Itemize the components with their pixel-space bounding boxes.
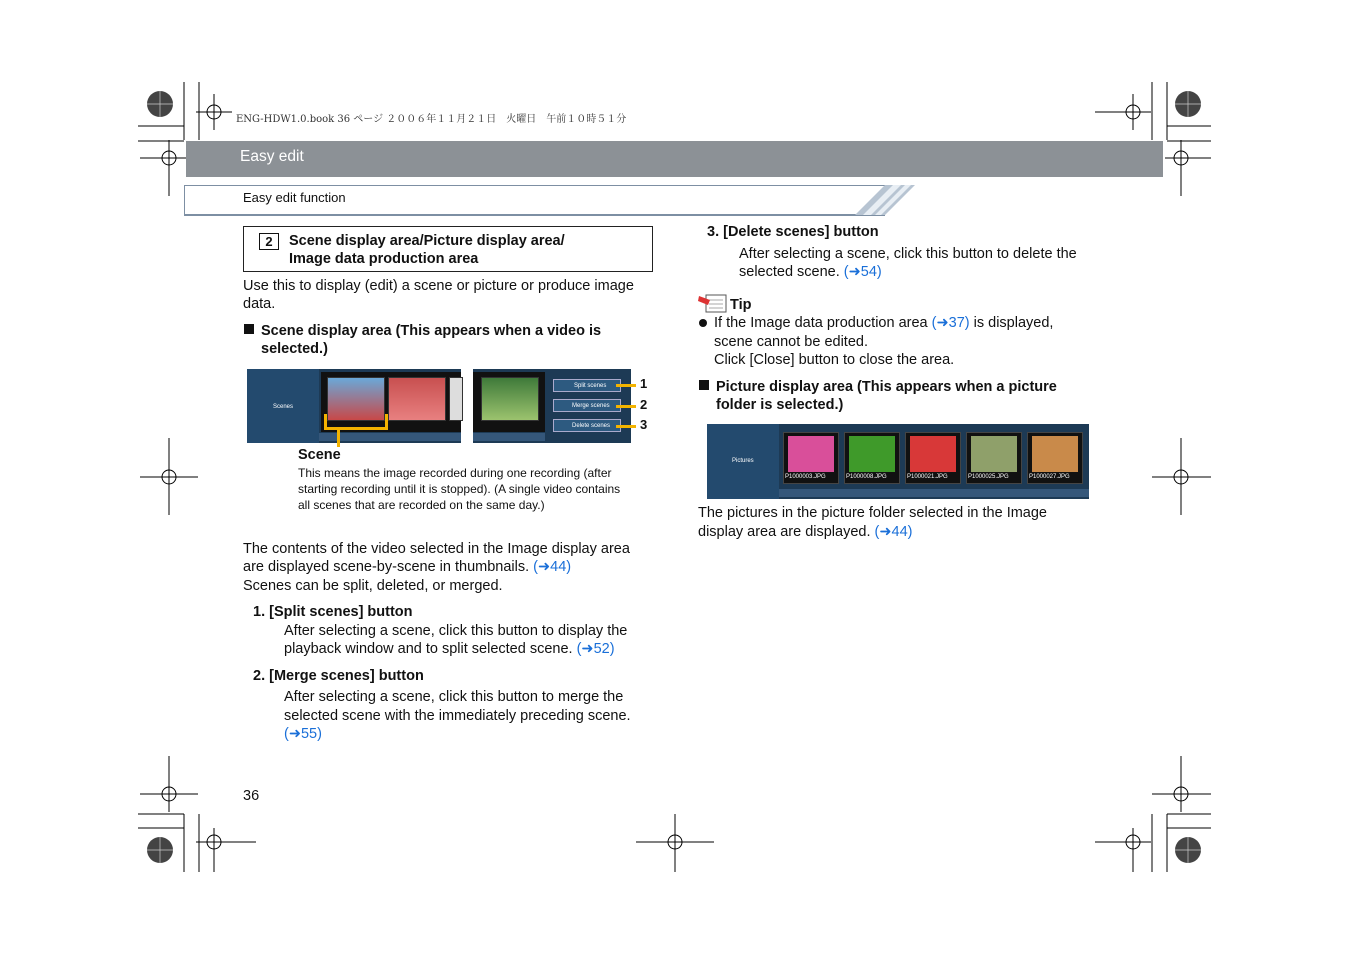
item3-text-line1: After selecting a scene, click this button to delete the [739,246,1077,262]
callout-line-2 [616,405,636,408]
scene-desc-line1: This means the image recorded during one recording (after [298,466,612,480]
picture-image [971,436,1017,472]
page-link-55[interactable]: (➜55) [284,726,322,742]
picture-display-panel [707,424,1089,499]
page-link-44[interactable]: (➜44) [533,559,572,575]
scene-thumbnail[interactable] [327,377,385,421]
picture-thumbnail[interactable] [1027,432,1083,484]
tip-line1: If the Image data production area (➜37) is displayed, [714,315,1054,331]
picture-thumbnail[interactable] [966,432,1022,484]
callout-line-1 [616,384,636,387]
merge-scenes-button[interactable]: Merge scenes [553,399,621,412]
tip-label: Tip [730,297,752,313]
item1-title: 1. [Split scenes] button [253,604,413,620]
pic-text-line1: The pictures in the picture folder selected in the Image [698,505,1047,521]
scrollbar[interactable] [473,433,545,441]
subsection-title: Easy edit function [243,190,346,205]
contents-line1: The contents of the video selected in the Image display area [243,541,630,557]
scrollbar[interactable] [319,433,461,441]
tip-icon [698,292,728,314]
scene-label: Scene [298,447,341,463]
picture-image [910,436,956,472]
tip-line3: Click [Close] button to close the area. [714,352,955,368]
scene-thumbnail[interactable] [388,377,446,421]
picture-image [788,436,834,472]
item1-text-line2: playback window and to split selected scene. (➜52) [284,641,615,657]
pic-text-line2: display area are displayed. (➜44) [698,524,913,540]
pic-heading-line1: Picture display area (This appears when a picture [716,379,1057,395]
callout-number-2: 2 [640,397,648,412]
picture-image [849,436,895,472]
callout-number-1: 1 [640,376,648,391]
scenes-label: Scenes [273,404,294,410]
picture-filename: P1000003.JPG [785,474,826,480]
delete-scenes-button[interactable]: Delete scenes [553,419,621,432]
section-header-bar [186,141,1163,177]
page-link-52[interactable]: (➜52) [576,641,615,657]
page-link-54[interactable]: (➜54) [843,264,882,280]
scene-heading-line1: Scene display area (This appears when a video is [261,323,602,339]
picture-image [1032,436,1078,472]
section-number: 2 [259,233,279,250]
scene-heading-line2: selected.) [261,341,328,357]
item2-text-line1: After selecting a scene, click this button to merge the [284,689,624,705]
intro-line1: Use this to display (edit) a scene or picture or produce image [243,278,634,294]
picture-thumbnail[interactable] [905,432,961,484]
picture-filename: P1000021.JPG [907,474,948,480]
item2-title: 2. [Merge scenes] button [253,668,424,684]
item3-title: 3. [Delete scenes] button [707,224,879,240]
scrollbar[interactable] [779,489,1089,497]
picture-filename: P1000025.JPG [968,474,1009,480]
contents-line3: Scenes can be split, deleted, or merged. [243,578,503,594]
print-info: ENG-HDW1.0.book 36 ページ ２００６年１１月２１日 火曜日 午前１０時５１分 [236,114,627,125]
box-title-line1: Scene display area/Picture display area/ [289,233,565,249]
scene-display-panel-right [473,369,631,443]
scene-thumbnail[interactable] [449,377,463,421]
scene-pointer [337,429,340,447]
box-title-line2: Image data production area [289,251,479,267]
item1-text-line1: After selecting a scene, click this button to display the [284,623,628,639]
contents-line2: are displayed scene-by-scene in thumbnails. (➜44) [243,559,572,575]
scene-desc-line2: starting recording until it is stopped). (A single video contains [298,482,621,496]
page-link-44b[interactable]: (➜44) [874,524,913,540]
round-bullet [699,319,707,327]
page-link-37[interactable]: (➜37) [931,315,970,331]
callout-number-3: 3 [640,417,648,432]
square-bullet [699,380,709,390]
picture-filename: P1000008.JPG [846,474,887,480]
scene-thumbnail[interactable] [481,377,539,421]
item3-text-line2: selected scene. (➜54) [739,264,882,280]
picture-filename: P1000027.JPG [1029,474,1070,480]
intro-line2: data. [243,296,276,312]
pictures-label: Pictures [732,458,754,464]
scene-display-panel [247,369,461,443]
picture-thumbnail[interactable] [783,432,839,484]
picture-thumbnail[interactable] [844,432,900,484]
pic-heading-line2: folder is selected.) [716,397,844,413]
tip-line2: scene cannot be edited. [714,334,868,350]
square-bullet [244,324,254,334]
item2-text-line2: selected scene with the immediately preceding scene. [284,708,631,724]
scene-desc-line3: all scenes that are recorded on the same day.) [298,498,545,512]
page-number: 36 [243,788,260,804]
split-scenes-button[interactable]: Split scenes [553,379,621,392]
section-title: Easy edit [240,148,304,165]
scene-bracket [324,427,388,430]
subsection-stripes [835,185,915,215]
callout-line-3 [616,425,636,428]
